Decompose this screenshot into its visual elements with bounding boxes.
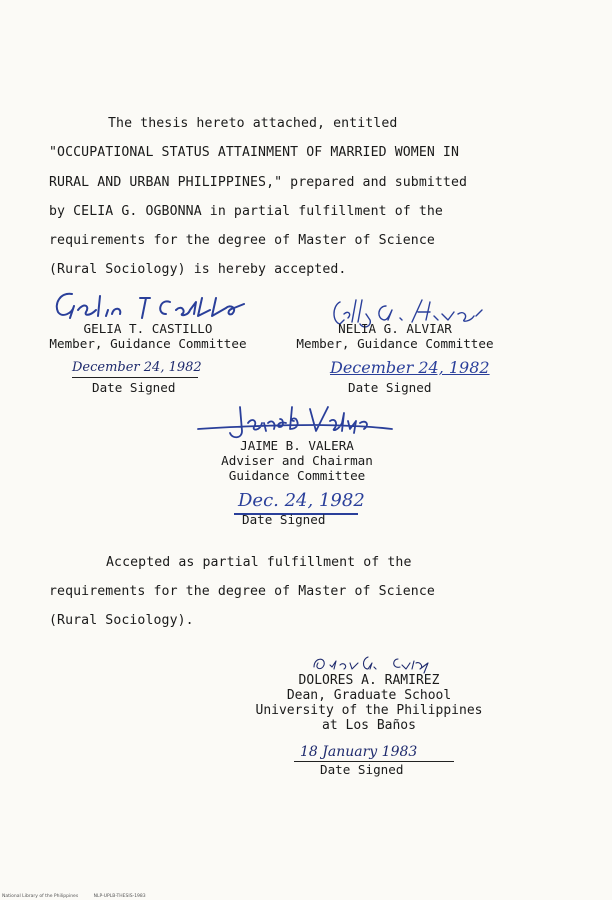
approval-line: RURAL AND URBAN PHILIPPINES," prepared and submitted bbox=[49, 175, 468, 190]
date-rule bbox=[72, 377, 198, 378]
approval-line: "OCCUPATIONAL STATUS ATTAINMENT OF MARRIED WOMEN IN bbox=[49, 145, 460, 160]
valera-date-handwritten: Dec. 24, 1982 bbox=[238, 490, 365, 511]
approval-line: requirements for the degree of Master of Science bbox=[49, 233, 435, 248]
signatory-role: Member, Guidance Committee bbox=[296, 336, 494, 351]
footer-left: National Library of the Philippines bbox=[2, 894, 79, 899]
signatory-role: Member, Guidance Committee bbox=[49, 336, 247, 351]
valera-block bbox=[192, 438, 402, 483]
castillo-block bbox=[40, 321, 256, 351]
approval-line: (Rural Sociology) is hereby accepted. bbox=[49, 262, 347, 277]
ramirez-block bbox=[236, 673, 502, 733]
castillo-signature bbox=[50, 288, 250, 324]
signatory-role: Adviser and Chairman bbox=[221, 453, 373, 468]
alviar-block bbox=[290, 321, 500, 351]
approval-line: The thesis hereto attached, entitled bbox=[108, 116, 398, 131]
signatory-role: at Los Baños bbox=[322, 718, 416, 733]
signatory-role: Dean, Graduate School bbox=[286, 688, 452, 703]
valera-signature bbox=[196, 403, 394, 443]
signatory-name: NELIA G. ALVIAR bbox=[338, 321, 452, 336]
date-signed-label: Date Signed bbox=[348, 380, 432, 395]
signatory-role: University of the Philippines bbox=[255, 703, 483, 718]
castillo-date-handwritten: December 24, 1982 bbox=[72, 360, 202, 375]
acceptance-line: Accepted as partial fulfillment of the bbox=[106, 555, 412, 570]
ramirez-date-handwritten: 18 January 1983 bbox=[300, 744, 418, 760]
signatory-name: GELIA T. CASTILLO bbox=[83, 321, 213, 336]
alviar-date-handwritten: December 24, 1982 bbox=[330, 358, 490, 377]
date-signed-label: Date Signed bbox=[320, 762, 404, 777]
signatory-name: JAIME B. VALERA bbox=[240, 438, 354, 453]
acceptance-line: requirements for the degree of Master of Science bbox=[49, 584, 435, 599]
signatory-role: Guidance Committee bbox=[228, 468, 366, 483]
ramirez-signature bbox=[310, 653, 434, 675]
approval-line: by CELIA G. OGBONNA in partial fulfillment of the bbox=[49, 204, 443, 219]
acceptance-line: (Rural Sociology). bbox=[49, 613, 194, 628]
signatory-name: DOLORES A. RAMIREZ bbox=[298, 673, 440, 688]
scan-footer bbox=[2, 894, 160, 899]
date-signed-label: Date Signed bbox=[242, 512, 326, 527]
footer-right: NLP-UPLB-THESIS-1983 bbox=[93, 894, 146, 899]
date-signed-label: Date Signed bbox=[92, 380, 176, 395]
